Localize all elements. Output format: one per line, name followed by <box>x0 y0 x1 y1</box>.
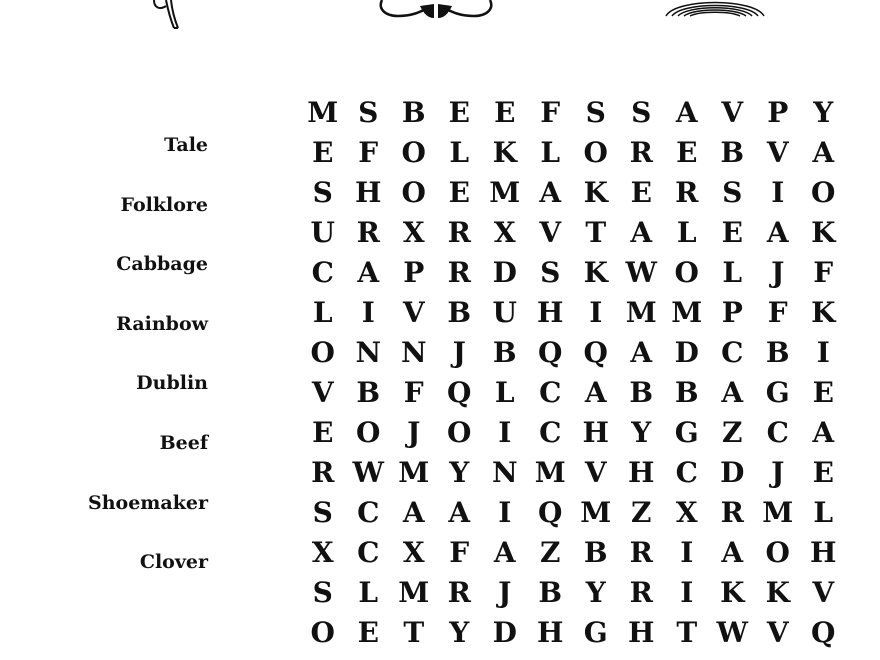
grid-cell[interactable]: R <box>311 455 335 489</box>
grid-cell[interactable]: K <box>583 255 608 289</box>
grid-cell[interactable]: J <box>771 455 785 489</box>
grid-cell[interactable]: R <box>629 575 653 609</box>
grid-cell[interactable]: E <box>630 175 652 209</box>
grid-cell[interactable]: Y <box>631 415 652 449</box>
grid-cell[interactable]: O <box>401 175 426 209</box>
grid-cell[interactable]: B <box>674 375 699 409</box>
grid-cell[interactable]: E <box>676 135 698 169</box>
grid-cell[interactable]: V <box>539 215 562 249</box>
grid-cell[interactable]: A <box>812 415 835 449</box>
grid-cell[interactable]: B <box>583 535 608 569</box>
grid-cell[interactable]: E <box>448 95 470 129</box>
grid-cell[interactable]: F <box>403 375 424 409</box>
grid-cell[interactable]: W <box>352 455 384 489</box>
grid-cell[interactable]: V <box>766 615 789 649</box>
grid-cell[interactable]: I <box>816 335 830 369</box>
grid-cell[interactable]: H <box>355 175 382 209</box>
grid-cell[interactable]: G <box>583 615 608 649</box>
grid-cell[interactable]: I <box>361 295 375 329</box>
grid-cell[interactable]: B <box>401 95 426 129</box>
grid-cell[interactable]: A <box>448 495 471 529</box>
grid-cell[interactable]: M <box>489 175 521 209</box>
grid-cell[interactable]: S <box>358 95 379 129</box>
grid-cell[interactable]: Y <box>449 615 470 649</box>
grid-cell[interactable]: V <box>721 95 744 129</box>
grid-cell[interactable]: H <box>537 615 564 649</box>
grid-cell[interactable]: A <box>721 375 744 409</box>
grid-cell[interactable]: K <box>811 295 836 329</box>
grid-cell[interactable]: N <box>400 335 427 369</box>
grid-cell[interactable]: D <box>674 335 699 369</box>
grid-cell[interactable]: A <box>812 135 835 169</box>
grid-cell[interactable]: R <box>356 215 380 249</box>
word-cabbage: Cabbage <box>116 253 208 276</box>
grid-cell[interactable]: M <box>534 455 566 489</box>
grid-cell[interactable]: K <box>583 175 608 209</box>
grid-cell[interactable]: O <box>765 535 790 569</box>
grid-cell[interactable]: L <box>540 135 561 169</box>
grid-cell[interactable]: I <box>680 575 694 609</box>
grid-cell[interactable]: O <box>447 415 472 449</box>
grid-cell[interactable]: I <box>589 295 603 329</box>
word-beef: Beef <box>159 431 208 454</box>
grid-cell[interactable]: L <box>813 495 834 529</box>
grid-cell[interactable]: R <box>447 575 471 609</box>
grid-cell[interactable]: F <box>358 135 379 169</box>
grid-cell[interactable]: Y <box>449 455 470 489</box>
grid-cell[interactable]: V <box>311 375 334 409</box>
grid-cell[interactable]: S <box>312 175 333 209</box>
grid-cell[interactable]: O <box>583 135 608 169</box>
grid-cell[interactable]: L <box>676 215 697 249</box>
grid-cell[interactable]: E <box>312 135 334 169</box>
grid-cell[interactable]: M <box>580 495 612 529</box>
word-rainbow: Rainbow <box>116 312 208 335</box>
grid-cell[interactable]: Q <box>583 335 608 369</box>
grid-cell[interactable]: R <box>447 215 471 249</box>
leprechaun-hat-icon <box>376 0 496 22</box>
grid-cell[interactable]: N <box>491 455 518 489</box>
grid-cell[interactable]: D <box>492 255 517 289</box>
grid-cell[interactable]: A <box>493 535 516 569</box>
grid-cell[interactable]: C <box>721 335 744 369</box>
grid-cell[interactable]: L <box>312 295 333 329</box>
letter-grid <box>300 92 846 652</box>
grid-cell[interactable]: E <box>357 615 379 649</box>
grid-cell[interactable]: H <box>582 415 609 449</box>
grid-cell[interactable]: X <box>675 495 698 529</box>
grid-cell[interactable]: A <box>357 255 380 289</box>
grid-cell[interactable]: R <box>629 535 653 569</box>
grid-cell[interactable]: A <box>402 495 425 529</box>
grid-cell[interactable]: P <box>403 255 425 289</box>
grid-cell[interactable]: A <box>675 95 698 129</box>
grid-cell[interactable]: M <box>307 95 339 129</box>
grid-cell[interactable]: R <box>447 255 471 289</box>
grid-cell[interactable]: F <box>813 255 834 289</box>
grid-cell[interactable]: T <box>403 615 425 649</box>
grid-cell[interactable]: J <box>452 335 466 369</box>
word-list <box>0 132 208 609</box>
grid-cell[interactable]: X <box>311 535 334 569</box>
grid-cell[interactable]: B <box>447 295 472 329</box>
grid-cell[interactable]: E <box>494 95 516 129</box>
grid-cell[interactable]: A <box>721 535 744 569</box>
grid-cell[interactable]: C <box>357 495 380 529</box>
grid-cell[interactable]: O <box>401 135 426 169</box>
grid-cell[interactable]: C <box>357 535 380 569</box>
grid-cell[interactable]: F <box>449 535 470 569</box>
grid-cell[interactable]: S <box>585 95 606 129</box>
word-shoemaker: Shoemaker <box>88 491 208 514</box>
word-folklore: Folklore <box>120 193 208 216</box>
grid-cell[interactable]: F <box>767 295 788 329</box>
grid-cell[interactable]: J <box>498 575 512 609</box>
grid-cell[interactable]: W <box>625 255 657 289</box>
grid-cell[interactable]: L <box>494 375 515 409</box>
grid-cell[interactable]: B <box>356 375 381 409</box>
grid-cell[interactable]: O <box>674 255 699 289</box>
grid-cell[interactable]: J <box>407 415 421 449</box>
grid-cell[interactable]: Y <box>585 575 606 609</box>
grid-cell[interactable]: B <box>629 375 654 409</box>
grid-cell[interactable]: S <box>312 495 333 529</box>
grid-cell[interactable]: H <box>628 615 655 649</box>
grid-cell[interactable]: O <box>356 415 381 449</box>
grid-cell[interactable]: L <box>722 255 743 289</box>
word-dublin: Dublin <box>136 372 208 395</box>
grid-cell[interactable]: O <box>310 615 335 649</box>
rainbow-icon <box>660 0 770 18</box>
grid-cell[interactable]: A <box>539 175 562 209</box>
grid-cell[interactable]: I <box>771 175 785 209</box>
grid-cell[interactable]: Z <box>631 495 652 529</box>
grid-cell[interactable]: C <box>539 375 562 409</box>
grid-cell[interactable]: K <box>720 575 745 609</box>
grid-cell[interactable]: X <box>402 215 425 249</box>
grid-cell[interactable]: G <box>674 415 699 449</box>
grid-cell[interactable]: E <box>812 455 834 489</box>
grid-cell[interactable]: I <box>498 415 512 449</box>
grid-cell[interactable]: H <box>810 535 837 569</box>
grid-cell[interactable]: M <box>671 295 703 329</box>
grid-cell[interactable]: E <box>448 175 470 209</box>
grid-cell[interactable]: A <box>630 215 653 249</box>
grid-cell[interactable]: L <box>358 575 379 609</box>
grid-cell[interactable]: K <box>811 215 836 249</box>
grid-cell[interactable]: O <box>811 175 836 209</box>
grid-cell[interactable]: X <box>493 215 516 249</box>
grid-cell[interactable]: S <box>540 255 561 289</box>
grid-cell[interactable]: Z <box>722 415 743 449</box>
word-tale: Tale <box>164 134 208 156</box>
grid-cell[interactable]: A <box>584 375 607 409</box>
grid-cell[interactable]: R <box>720 495 744 529</box>
grid-cell[interactable]: U <box>310 215 335 249</box>
grid-cell[interactable]: S <box>312 575 333 609</box>
grid-cell[interactable]: Q <box>538 495 563 529</box>
grid-cell[interactable]: M <box>625 295 657 329</box>
grid-cell[interactable]: E <box>721 215 743 249</box>
grid-cell[interactable]: A <box>630 335 653 369</box>
grid-cell[interactable]: B <box>538 575 563 609</box>
grid-cell[interactable]: B <box>765 335 790 369</box>
grid-cell[interactable]: T <box>676 615 698 649</box>
grid-cell[interactable]: C <box>539 415 562 449</box>
grid-cell[interactable]: C <box>675 455 698 489</box>
grid-cell[interactable]: D <box>720 455 745 489</box>
grid-cell[interactable]: H <box>628 455 655 489</box>
grid-cell[interactable]: K <box>765 575 790 609</box>
grid-cell[interactable]: L <box>449 135 470 169</box>
grid-cell[interactable]: T <box>585 215 607 249</box>
grid-cell[interactable]: V <box>584 455 607 489</box>
grid-cell[interactable]: Y <box>813 95 834 129</box>
grid-cell[interactable]: Z <box>540 535 561 569</box>
grid-cell[interactable]: J <box>771 255 785 289</box>
grid-cell[interactable]: Q <box>538 335 563 369</box>
grid-cell[interactable]: O <box>310 335 335 369</box>
grid-cell[interactable]: U <box>492 295 517 329</box>
grid-cell[interactable]: S <box>631 95 652 129</box>
grid-cell[interactable]: X <box>402 535 425 569</box>
grid-cell[interactable]: M <box>762 495 794 529</box>
grid-cell[interactable]: M <box>398 575 430 609</box>
grid-cell[interactable]: Q <box>811 615 836 649</box>
grid-cell[interactable]: B <box>492 335 517 369</box>
grid-cell[interactable]: R <box>629 135 653 169</box>
grid-cell[interactable]: A <box>766 215 789 249</box>
grid-cell[interactable]: V <box>766 135 789 169</box>
grid-cell[interactable]: C <box>311 255 334 289</box>
clover-icon <box>138 0 188 32</box>
grid-cell[interactable]: M <box>398 455 430 489</box>
grid-cell[interactable]: K <box>492 135 517 169</box>
grid-cell[interactable]: B <box>720 135 745 169</box>
grid-cell[interactable]: Q <box>447 375 472 409</box>
grid-cell[interactable]: D <box>492 615 517 649</box>
grid-cell[interactable]: I <box>498 495 512 529</box>
grid-cell[interactable]: P <box>767 95 789 129</box>
grid-cell[interactable]: H <box>537 295 564 329</box>
grid-cell[interactable]: I <box>680 535 694 569</box>
word-clover: Clover <box>139 551 208 574</box>
grid-cell[interactable]: P <box>721 295 743 329</box>
grid-cell[interactable]: S <box>722 175 743 209</box>
grid-cell[interactable]: N <box>355 335 382 369</box>
grid-cell[interactable]: W <box>716 615 748 649</box>
grid-cell[interactable]: R <box>675 175 699 209</box>
grid-cell[interactable]: F <box>540 95 561 129</box>
grid-cell[interactable]: C <box>766 415 789 449</box>
grid-cell[interactable]: V <box>812 575 835 609</box>
grid-cell[interactable]: E <box>812 375 834 409</box>
grid-cell[interactable]: V <box>402 295 425 329</box>
grid-cell[interactable]: E <box>312 415 334 449</box>
grid-cell[interactable]: G <box>765 375 790 409</box>
